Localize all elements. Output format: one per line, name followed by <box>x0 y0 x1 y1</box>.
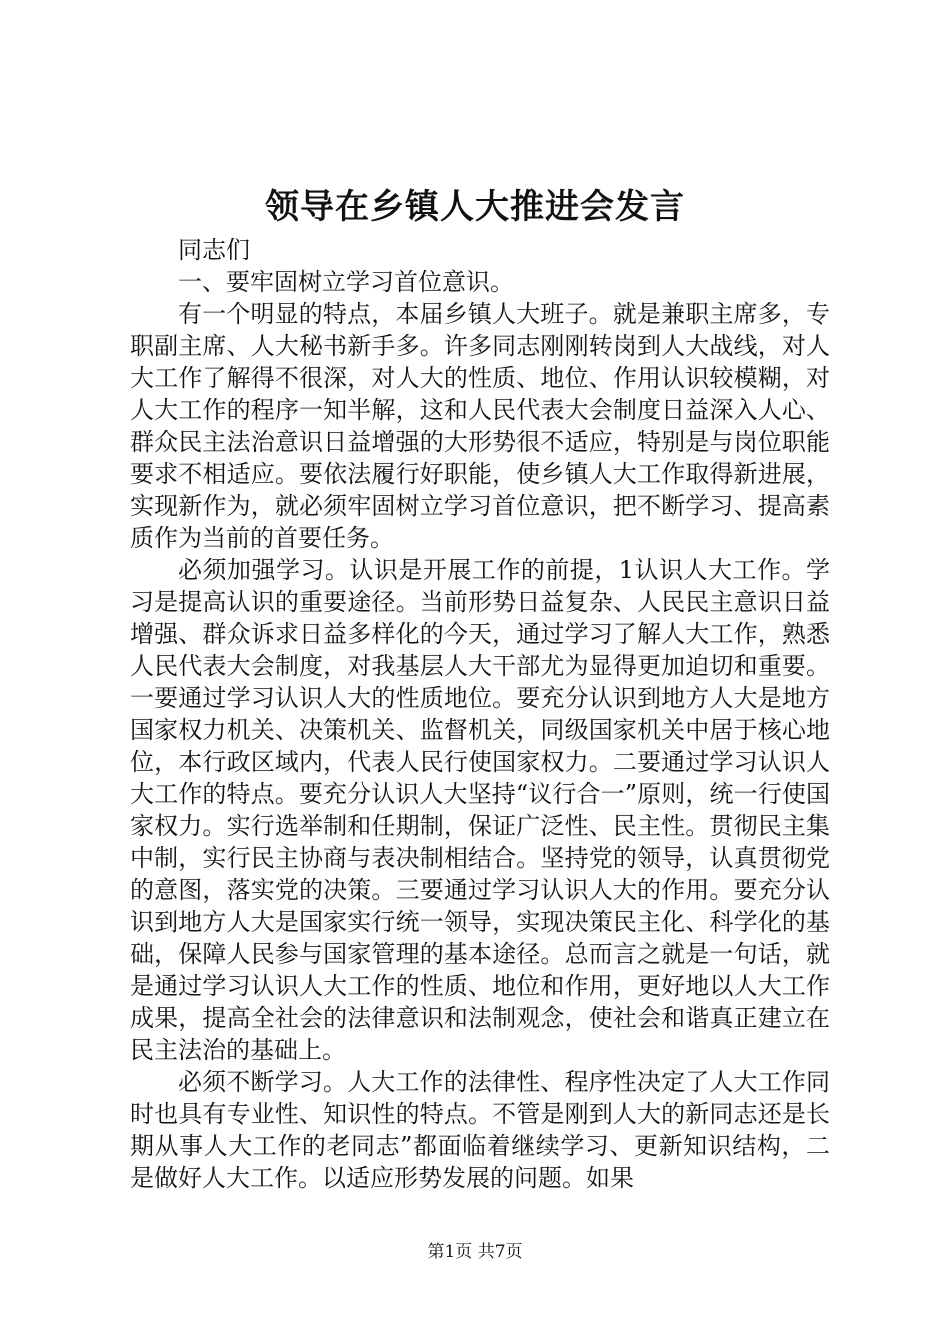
page-number-footer: 第1页 共7页 <box>427 1242 523 1262</box>
document-body <box>130 234 830 1194</box>
body-paragraph: 必须加强学习。认识是开展工作的前提，1认识人大工作。学习是提高认识的重要途径。当前形势日益复杂、人民民主意识日益增强、群众诉求日益多样化的今天，通过学习了解人大工作，熟悉人民代表大会制度，对我基层人大干部尤为显得更加迫切和重要。一要通过学习认识人大的性质地位。要充分认识到地方人大是地方国家权力机关、决策机关、监督机关，同级国家机关中居于核心地位，本行政区域内，代表人民行使国家权力。二要通过学习认识人大工作的特点。要充分认识人大坚持“议行合一”原则，统一行使国家权力。实行选举制和任期制，保证广泛性、民主性。贯彻民主集中制，实行民主协商与表决制相结合。坚持党的领导，认真贯彻党的意图，落实党的决策。三要通过学习认识人大的作用。要充分认识到地方人大是国家实行统一领导，实现决策民主化、科学化的基础，保障人民参与国家管理的基本途径。总而言之就是一句话，就是通过学习认识人大工作的性质、地位和作用，更好地以人大工作成果，提高全社会的法律意识和法制观念，使社会和谐真正建立在民主法治的基础上。 <box>130 556 830 1064</box>
body-paragraph: 有一个明显的特点，本届乡镇人大班子。就是兼职主席多，专职副主席、人大秘书新手多。许多同志刚刚转岗到人大战线，对人大工作了解得不很深，对人大的性质、地位、作用认识较模糊，对人大工作的程序一知半解，这和人民代表大会制度日益深入人心、群众民主法治意识日益增强的大形势很不适应，特别是与岗位职能要求不相适应。要依法履行好职能，使乡镇人大工作取得新进展，实现新作为，就必须牢固树立学习首位意识，把不断学习、提高素质作为当前的首要任务。 <box>130 300 830 552</box>
document-title: 领导在乡镇人大推进会发言 <box>265 187 685 227</box>
salutation: 同志们 <box>178 236 250 264</box>
section-heading: 一、要牢固树立学习首位意识。 <box>178 268 514 296</box>
body-paragraph: 必须不断学习。人大工作的法律性、程序性决定了人大工作同时也具有专业性、知识性的特点。不管是刚到人大的新同志还是长期从事人大工作的老同志”都面临着继续学习、更新知识结构，二是做好人大工作。以适应形势发展的问题。如果 <box>130 1068 830 1192</box>
